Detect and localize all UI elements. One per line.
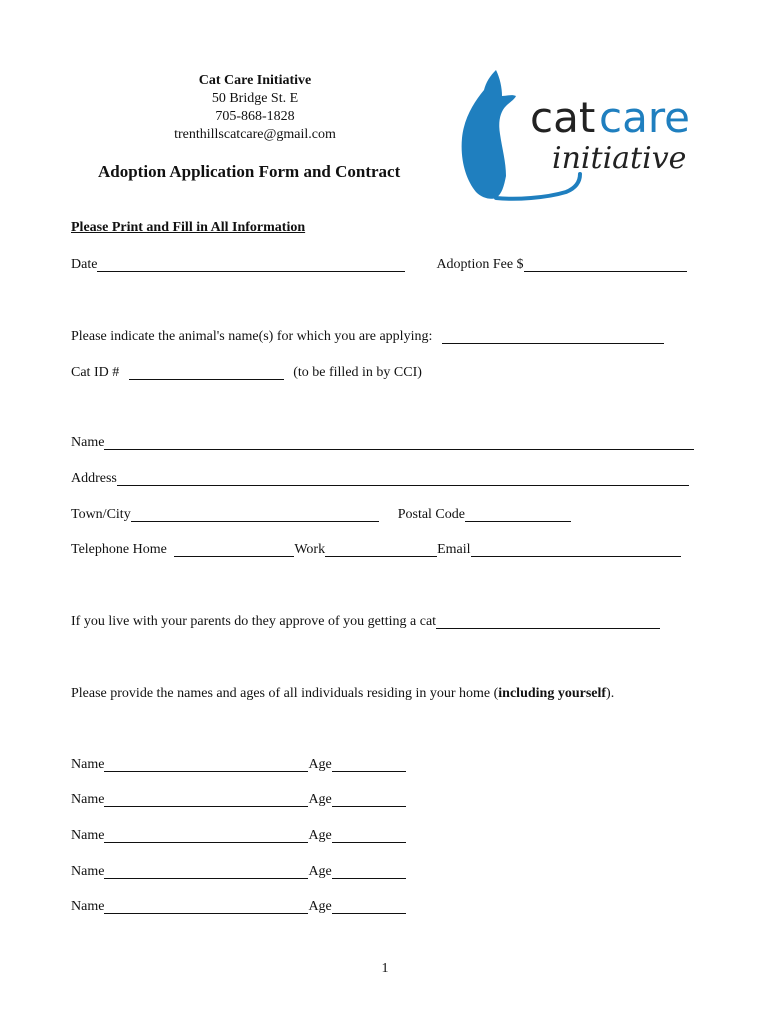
cat-id-row <box>71 363 422 383</box>
household-name-field[interactable] <box>104 757 308 772</box>
work-label: Work <box>294 542 326 557</box>
cat-id-note: (to be filled in by CCI) <box>293 365 422 380</box>
contact-row <box>71 540 681 560</box>
work-phone-field[interactable] <box>325 542 437 557</box>
household-age-field[interactable] <box>332 757 406 772</box>
household-name-label: Name <box>71 792 105 807</box>
form-title: Adoption Application Form and Contract <box>98 162 401 181</box>
animal-names-row <box>71 327 664 347</box>
town-postal-row <box>71 505 571 525</box>
catcare-logo <box>456 66 706 206</box>
organization-name: Cat Care Initiative <box>198 73 312 88</box>
household-age-field[interactable] <box>332 828 406 843</box>
household-age-label: Age <box>308 864 332 879</box>
logo-word-care: care <box>599 93 691 142</box>
household-instruction-suffix: ). <box>606 686 615 701</box>
household-age-label: Age <box>308 899 332 914</box>
household-name-field[interactable] <box>104 792 308 807</box>
email-field[interactable] <box>471 542 681 557</box>
animal-names-label: Please indicate the animal's name(s) for which you are applying: <box>71 329 433 344</box>
household-age-label: Age <box>308 828 332 843</box>
cat-id-field[interactable] <box>129 365 284 380</box>
animal-names-field[interactable] <box>442 329 664 344</box>
organization-header <box>150 72 360 144</box>
household-age-field[interactable] <box>332 792 406 807</box>
logo-word-cat: cat <box>530 93 596 142</box>
household-age-label: Age <box>308 757 332 772</box>
applicant-name-label: Name <box>71 435 105 450</box>
household-name-label: Name <box>71 864 105 879</box>
address-row <box>71 469 689 489</box>
town-field[interactable] <box>131 507 379 522</box>
household-name-label: Name <box>71 828 105 843</box>
email-label: Email <box>437 542 471 557</box>
organization-phone: 705-868-1828 <box>215 109 295 124</box>
household-row <box>71 790 406 810</box>
logo-word-initiative: initiative <box>552 141 687 176</box>
household-name-field[interactable] <box>104 899 308 914</box>
postal-code-field[interactable] <box>465 507 571 522</box>
telephone-home-field[interactable] <box>174 542 294 557</box>
applicant-name-field[interactable] <box>104 435 694 450</box>
address-label: Address <box>71 471 117 486</box>
organization-email: trenthillscatcare@gmail.com <box>174 127 336 142</box>
cat-silhouette-icon <box>462 70 516 199</box>
date-field[interactable] <box>97 257 405 272</box>
household-instruction-prefix: Please provide the names and ages of all individuals residing in your home ( <box>71 686 499 701</box>
household-age-field[interactable] <box>332 899 406 914</box>
household-name-field[interactable] <box>104 828 308 843</box>
town-label: Town/City <box>71 507 131 522</box>
parents-approve-label: If you live with your parents do they approve of you getting a cat <box>71 614 437 629</box>
parents-approve-row <box>71 612 660 632</box>
household-age-field[interactable] <box>332 864 406 879</box>
cat-id-label: Cat ID # <box>71 365 120 380</box>
household-name-label: Name <box>71 757 105 772</box>
instruction-heading: Please Print and Fill in All Information <box>71 220 306 235</box>
adoption-fee-field[interactable] <box>524 257 687 272</box>
organization-address: 50 Bridge St. E <box>211 91 299 106</box>
postal-code-label: Postal Code <box>397 507 465 522</box>
parents-approve-field[interactable] <box>436 614 660 629</box>
household-instruction <box>71 684 614 704</box>
applicant-name-row <box>71 433 694 453</box>
household-name-label: Name <box>71 899 105 914</box>
household-row <box>71 826 406 846</box>
address-field[interactable] <box>117 471 689 486</box>
household-row <box>71 862 406 882</box>
household-age-label: Age <box>308 792 332 807</box>
household-instruction-bold: including yourself <box>498 686 607 701</box>
date-label: Date <box>71 257 98 272</box>
date-fee-row <box>71 255 687 275</box>
household-name-field[interactable] <box>104 864 308 879</box>
adoption-fee-label: Adoption Fee $ <box>436 257 524 272</box>
household-row <box>71 755 406 775</box>
household-row <box>71 897 406 917</box>
telephone-home-label: Telephone Home <box>71 542 167 557</box>
page-number: 1 <box>381 961 389 976</box>
